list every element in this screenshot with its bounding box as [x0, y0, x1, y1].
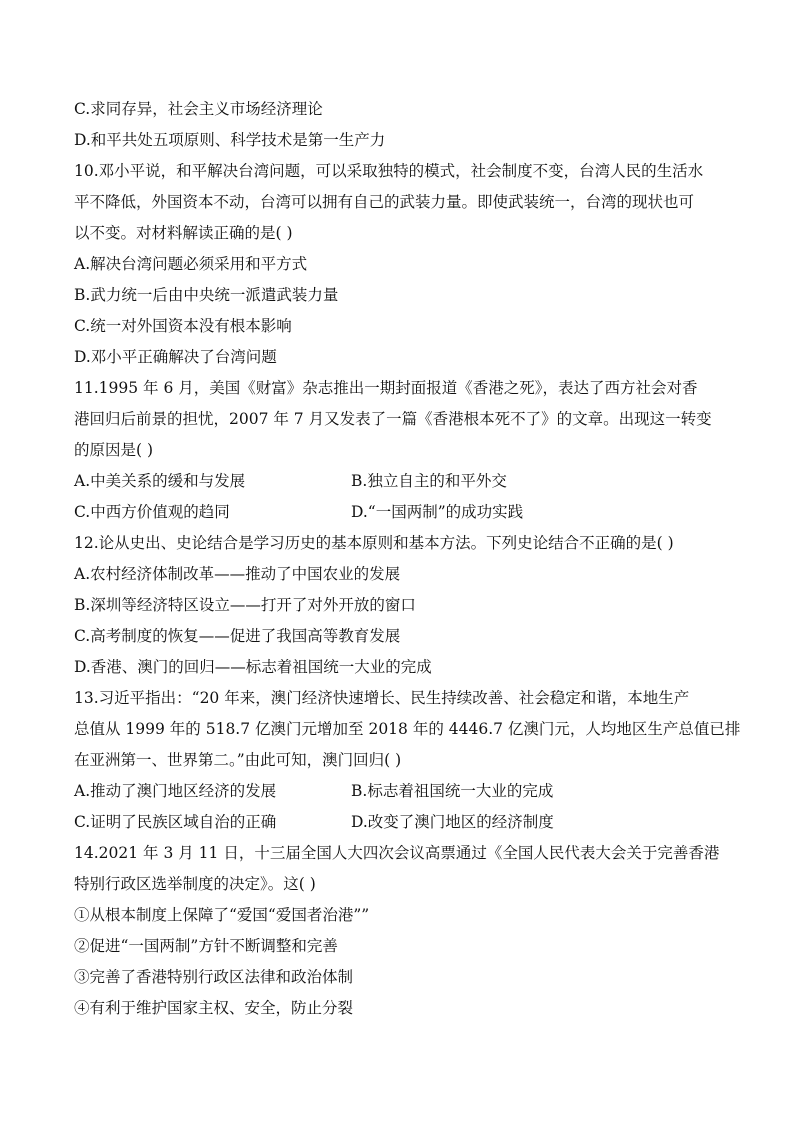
q9-option-d: D.和平共处五项原则、科学技术是第一生产力 [74, 131, 386, 149]
q13-stem [74, 683, 741, 776]
q13-option-a: A.推动了澳门地区经济的发展 [74, 782, 277, 800]
q13-option-b: B.标志着祖国统一大业的完成 [351, 782, 554, 800]
exam-page [74, 94, 741, 1024]
q14-stem-line: 14.2021 年 3 月 11 日，十三届全国人大四次会议高票通过《全国人民代表大会关于完善香港 [74, 844, 720, 862]
q13-options-row-2 [74, 807, 724, 838]
q11-stem [74, 373, 724, 466]
q12-option-c: C.高考制度的恢复——促进了我国高等教育发展 [74, 627, 401, 645]
q14-item-1: ①从根本制度上保障了“爱国“爱国者治港”” [74, 906, 370, 924]
q11-options-row-2 [74, 497, 724, 528]
q11-option-a: A.中美关系的缓和与发展 [74, 472, 246, 490]
q14-item-2: ②促进“一国两制”方针不断调整和完善 [74, 937, 338, 955]
q13-stem-line: 13.习近平指出：“20 年来，澳门经济快速增长、民生持续改善、社会稳定和谐，本地生产 [74, 689, 690, 707]
q14-stem [74, 838, 724, 900]
q11-stem-line: 港回归后前景的担忧，2007 年 7 月又发表了一篇《香港根本死不了》的文章。出现这一转变 [74, 410, 712, 428]
q11-option-d: D.“一国两制”的成功实践 [351, 503, 524, 521]
q14-item-3: ③完善了香港特别行政区法律和政治体制 [74, 968, 354, 986]
q12-option-b: B.深圳等经济特区设立——打开了对外开放的窗口 [74, 596, 416, 614]
q14-stem-line: 特别行政区选举制度的决定》。这( ) [74, 875, 316, 893]
q10-option-a: A.解决台湾问题必须采用和平方式 [74, 255, 308, 273]
q13-stem-line: 总值从 1999 年的 518.7 亿澳门元增加至 2018 年的 4446.7 亿澳门元，人均地区生产总值已排 [74, 720, 741, 738]
q10-stem [74, 156, 724, 249]
q13-stem-line: 在亚洲第一、世界第二。”由此可知，澳门回归( ) [74, 751, 402, 769]
q11-option-c: C.中西方价值观的趋同 [74, 503, 230, 521]
q10-option-c: C.统一对外国资本没有根本影响 [74, 317, 292, 335]
q11-option-b: B.独立自主的和平外交 [351, 472, 507, 490]
q13-option-d: D.改变了澳门地区的经济制度 [351, 813, 554, 831]
q11-stem-line: 11.1995 年 6 月，美国《财富》杂志推出一期封面报道《香港之死》，表达了西方社会对香 [74, 379, 698, 397]
q10-stem-line: 10.邓小平说，和平解决台湾问题，可以采取独特的模式，社会制度不变，台湾人民的生活水 [74, 162, 704, 180]
q9-option-c: C.求同存异，社会主义市场经济理论 [74, 100, 323, 118]
q10-stem-line: 平不降低，外国资本不动，台湾可以拥有自己的武装力量。即使武装统一，台湾的现状也可 [74, 193, 695, 211]
q14-item-4: ④有利于维护国家主权、安全，防止分裂 [74, 999, 354, 1017]
q12-option-a: A.农村经济体制改革——推动了中国农业的发展 [74, 565, 401, 583]
q10-option-b: B.武力统一后由中央统一派遣武装力量 [74, 286, 339, 304]
q11-options-row-1 [74, 466, 724, 497]
q10-stem-line: 以不变。对材料解读正确的是( ) [74, 224, 293, 242]
q11-stem-line: 的原因是( ) [74, 441, 154, 459]
q10-option-d: D.邓小平正确解决了台湾问题 [74, 348, 277, 366]
q12-option-d: D.香港、澳门的回归——标志着祖国统一大业的完成 [74, 658, 432, 676]
q13-option-c: C.证明了民族区域自治的正确 [74, 813, 277, 831]
q13-options-row-1 [74, 776, 724, 807]
q12-stem: 12.论从史出、史论结合是学习历史的基本原则和基本方法。下列史论结合不正确的是( ) [74, 534, 674, 552]
